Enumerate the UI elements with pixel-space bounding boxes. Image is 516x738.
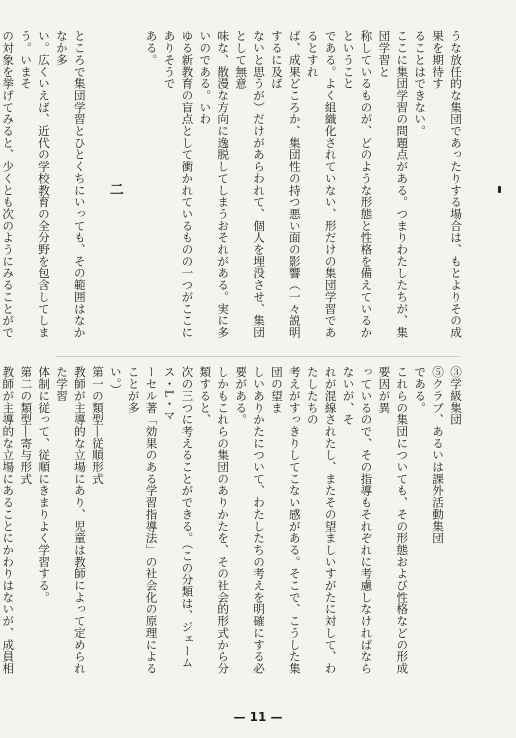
text-line: ば、成果どころか、集団性の持つ悪い面の影響（一々説明するに及ば <box>269 30 302 339</box>
text-line: うな放任的な集団であったりする場合は、もとよりその成果を期待す <box>431 30 463 339</box>
text-line: い。） <box>108 366 123 396</box>
text-line: ないと思うが）だけがあらわれて、個人を埋没させ、集団として無意 <box>234 30 267 339</box>
text-line: ることはできない。 <box>413 30 428 137</box>
list-item: ③学級集団 <box>449 366 463 426</box>
text-line: 考えがすっきりしてこない感がある。そこで、こうした集団の望ま <box>269 366 302 675</box>
text-line: ここに集団学習の問題点がある。つまりわたしたちが、集団学習と <box>377 30 410 339</box>
text-line: 次の三つに考えることができる。（この分類は、ジェームス・L・マ <box>162 366 195 669</box>
text-line: い。広くいえば、近代の学校教育の全分野を包含してしまう。いまそ <box>19 30 51 339</box>
text-line: ある。 <box>144 30 159 66</box>
text-line: っているので、その指導もそれぞれに考慮しなければならないが、そ <box>341 366 374 675</box>
text-line: これらの集団についても、その形態および性格などの形成要因が異 <box>377 366 410 675</box>
section-heading: 二 <box>107 181 124 197</box>
text-line: ゆる新教育の盲点として衝かれているものの一つがここにありそうで <box>162 30 195 339</box>
text-line: ところで集団学習とひとくちにいっても、その範囲はなかなか多 <box>54 30 87 339</box>
page-number: — 11 — <box>233 710 283 724</box>
text-line: 教師が主導的な立場にあることにかわりはないが、成員相 <box>1 366 16 675</box>
scan-mark <box>498 186 501 193</box>
text-line: 味な、散漫な方向に逸脱してしまうおそれがある。実に多いのである。いわ <box>198 30 231 339</box>
text-line: しいありかたについて、わたしたちの考えを明確にする必要がある。 <box>234 366 267 675</box>
type-heading: 第二の類型―寄与形式 <box>19 366 34 485</box>
text-line: れが混線されたし、またその望ましいすがたに対して、わたしたちの <box>305 366 338 675</box>
text-line: ーセル著「効果のある学習指導法」の社会化の原理によることが多 <box>126 366 159 675</box>
lower-text-block <box>1 366 464 678</box>
text-line: 教師が主導的な立場にあり、児童は教師によって定められた学習 <box>55 366 87 675</box>
text-line: の対象を挙げてみると、少くとも次のようにみることがで <box>1 30 16 339</box>
text-line: しかもこれらの集団のありかたを、その社会的形式から分類すると、 <box>198 366 231 675</box>
text-line: 称しているものが、どのような形態と性格を備えているかということ <box>341 30 374 339</box>
type-heading: 第一の類型―従順形式 <box>90 366 105 485</box>
text-line: である。 <box>413 366 428 414</box>
column-divider <box>56 356 460 357</box>
text-line: 体制に従って、従順にきまりよく学習する。 <box>37 366 52 603</box>
list-item: ⑤クラブ、あるいは課外活動集団 <box>431 366 446 544</box>
text-line: である。よく組織化されていない、形だけの集団学習であるとすれ <box>305 30 338 339</box>
upper-text-block <box>1 30 464 348</box>
